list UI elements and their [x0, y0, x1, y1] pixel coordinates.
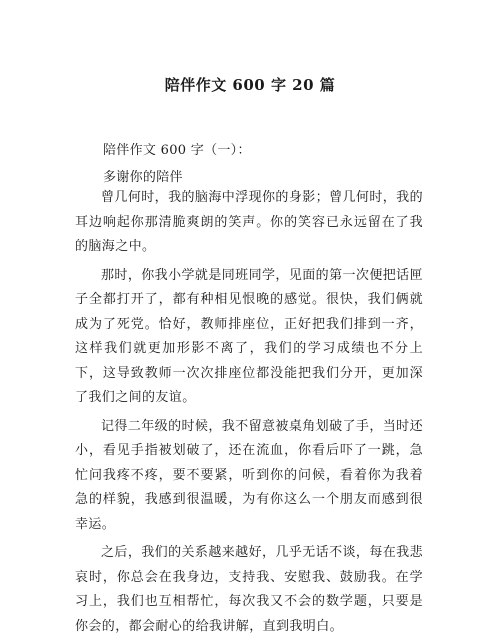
essay-heading: 多谢你的陪伴 [103, 170, 183, 185]
essay-body [75, 186, 423, 643]
paragraph: 之后，我们的关系越来越好，几乎无话不谈，每在我悲哀时，你总会在我身边，支持我、安慰我、鼓励我。在学习上，我们也互相帮忙，每次我又不会的数学题，只要是你会的，都会耐心的给我讲解，直到我明白。 [75, 545, 423, 634]
paragraph: 记得二年级的时候，我不留意被桌角划破了手，当时还小，看见手指被划破了，还在流血，你看后吓了一跳，急忙问我疼不疼，要不要紧，听到你的问候，看着你为我着急的样貌，我感到很温暖，为有你这么一个朋友而感到很幸运。 [75, 418, 423, 532]
paragraph: 那时，你我小学就是同班同学，见面的第一次便把话匣子全都打开了，都有种相见恨晚的感觉。很快，我们俩就成为了死党。恰好，教师排座位，正好把我们排到一齐，这样我们就更加形影不离了，我们的学习成绩也不分上下，这导致教师一次次排座位都没能把我们分开，更加深了我们之间的友谊。 [75, 267, 423, 405]
paragraph: 曾几何时，我的脑海中浮现你的身影；曾几何时，我的耳边响起你那清脆爽朗的笑声。你的笑容已永远留在了我的脑海之中。 [75, 190, 423, 254]
essay-subtitle: 陪伴作文 600 字（一）： [103, 143, 251, 158]
document-title: 陪伴作文 600 字 20 篇 [164, 76, 336, 94]
